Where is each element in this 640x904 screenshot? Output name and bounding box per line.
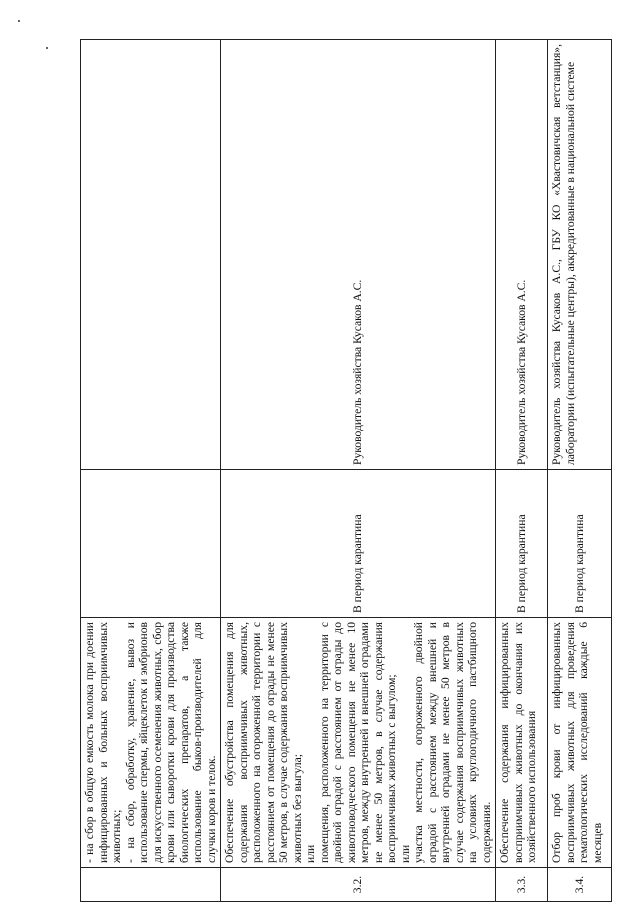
term-cell: В период карантина bbox=[221, 470, 496, 618]
text-line: помещения, расположенного на территории с двойной оградой с расстоянием от ограды до животноводческого помещения не менее 10 метров, между внутренней и внешней оградами не менее 50 метров, в случае содержания восприимчивых животных с выгулом; bbox=[317, 622, 398, 863]
text-line: Обеспечение содержания инфицированных восприимчивых животных до окончания их хозяйственного использования bbox=[498, 622, 538, 863]
table-row bbox=[496, 40, 548, 902]
text-line: участка местности, огороженного двойной оградой с расстоянием между внешней и внутренней оградами не менее 50 метров в случае содержания восприимчивых животных на условиях круглогодичного пастбищного содержания. bbox=[412, 622, 493, 863]
row-number: 3.2. bbox=[221, 868, 496, 902]
measure-text bbox=[81, 618, 221, 868]
text-line: Обеспечение обустройства помещения для содержания восприимчивых животных, расположенного на огороженной территории с расстоянием от помещения до ограды не менее 50 метров, в случае содержания восприимчивых животных без выгула; bbox=[223, 622, 304, 863]
responsible-cell: Руководитель хозяйства Кусаков А.С. bbox=[496, 40, 548, 470]
scan-speck bbox=[18, 20, 20, 22]
text-line: - на сбор, обработку, хранение, вывоз и использование спермы, яйцеклеток и эмбрионов для искусственного осеменения животных, сбор крови или сыворотки крови для производства биологических препаратов, а также использование быков-производителей для случки коров и телок. bbox=[123, 622, 218, 863]
table-row bbox=[548, 40, 612, 902]
row-number: 3.4. bbox=[548, 868, 612, 902]
term-cell bbox=[81, 470, 221, 618]
text-line: или bbox=[304, 844, 317, 863]
responsible-cell: Руководитель хозяйства Кусаков А.С. bbox=[221, 40, 496, 470]
responsible-cell bbox=[81, 40, 221, 470]
scan-speck bbox=[46, 47, 48, 49]
term-cell: В период карантина bbox=[548, 470, 612, 618]
table-row bbox=[221, 40, 496, 902]
measure-text bbox=[496, 618, 548, 868]
measure-text bbox=[221, 618, 496, 868]
measure-text bbox=[548, 618, 612, 868]
row-number: 3.3. bbox=[496, 868, 548, 902]
text-line: Отбор проб крови от инфицированных восприимчивых животных для проведения гематологических исследований каждые 6 месяцев bbox=[550, 622, 604, 863]
responsible-cell: Руководитель хозяйства Кусаков А.С., ГБУ КО «Хвастовичская ветстанция», лаборатории (испытательные центры), аккредитованные в национальной системе bbox=[548, 40, 612, 470]
text-line: - на сбор в общую емкость молока при доении инфицированных и больных восприимчивых животных; bbox=[83, 622, 123, 863]
rotated-document-page bbox=[80, 40, 604, 902]
text-line: или bbox=[398, 844, 412, 863]
table-row bbox=[81, 40, 221, 902]
measures-table bbox=[80, 39, 612, 902]
row-number bbox=[81, 868, 221, 902]
term-cell: В период карантина bbox=[496, 470, 548, 618]
